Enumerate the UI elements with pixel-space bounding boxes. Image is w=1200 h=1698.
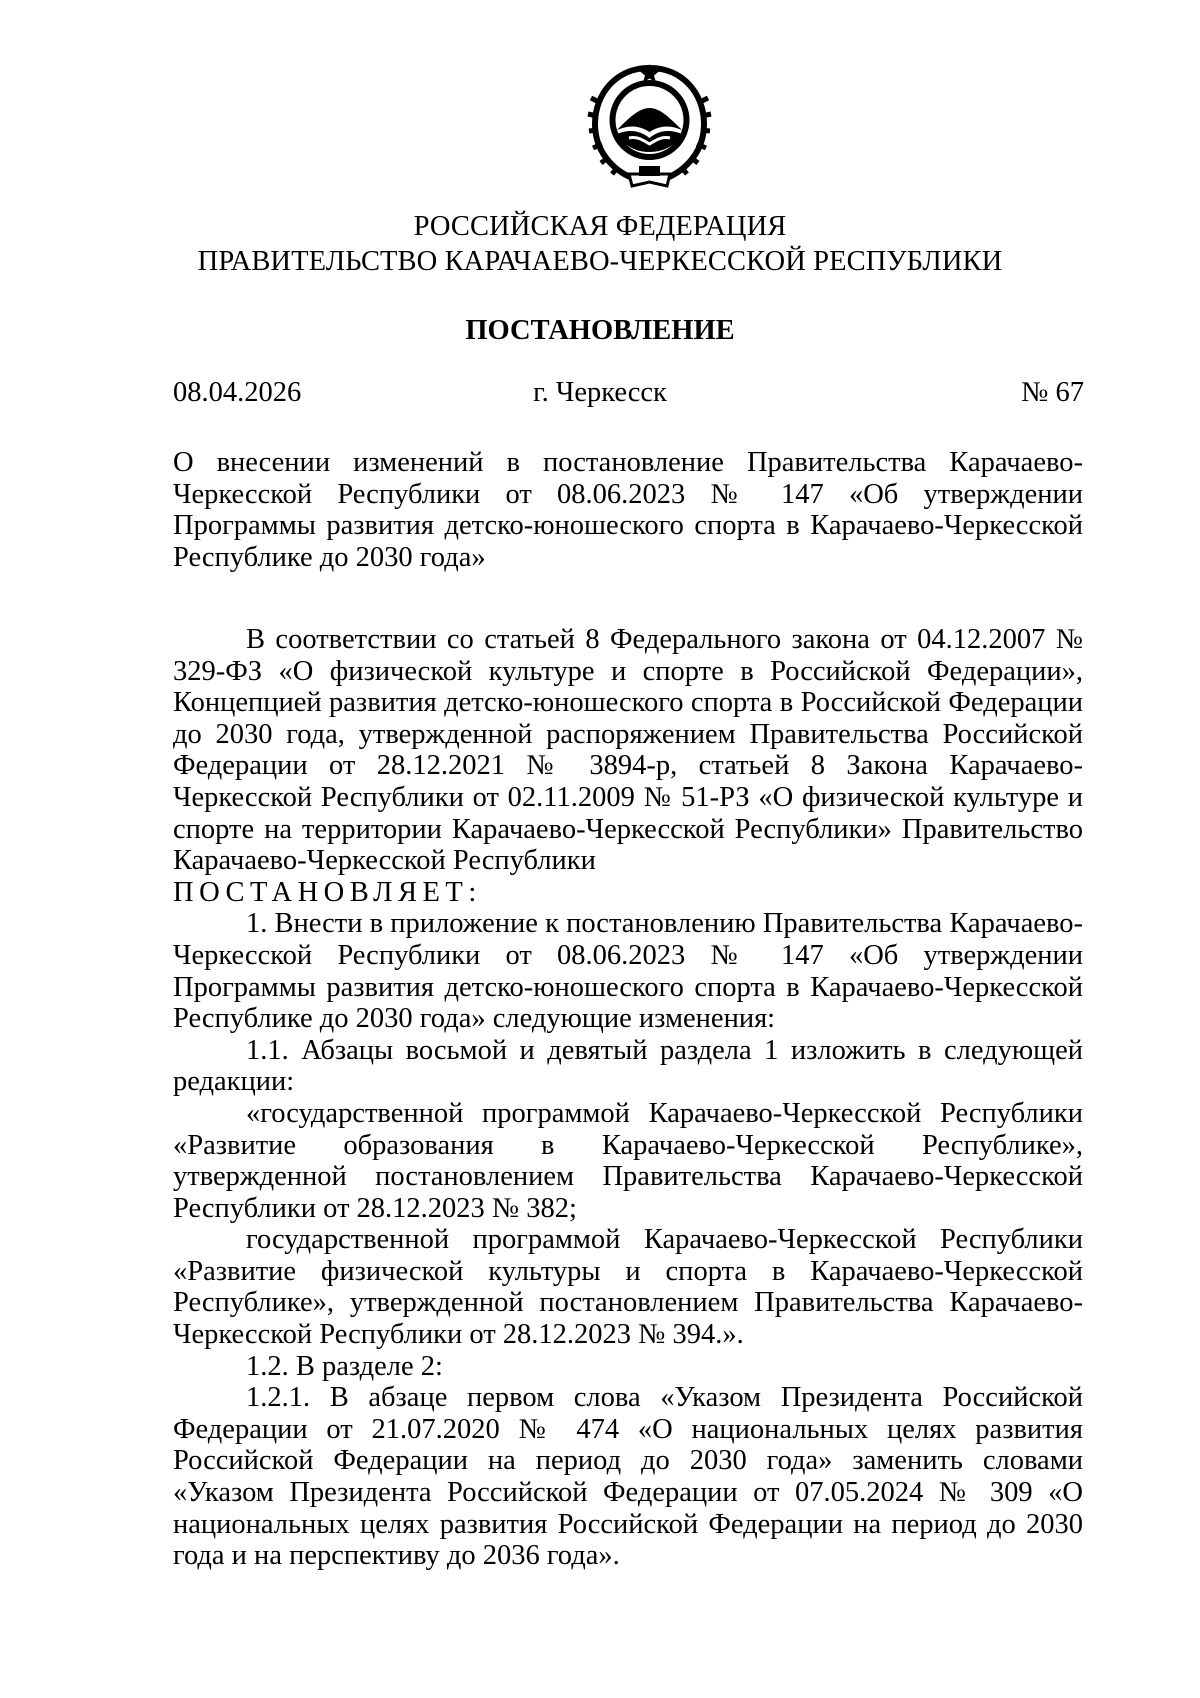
- document-date: 08.04.2026: [173, 377, 302, 408]
- document-subject: [173, 447, 1083, 573]
- header-country: РОССИЙСКАЯ ФЕДЕРАЦИЯ: [413, 211, 787, 242]
- quote-paragraph-1: «государственной программой Карачаево-Черкесской Республики «Развитие образования в Карачаево-Черкесской Республике», утвержденной постановлением Правительства Карачаево-Черкесской Республики от 28.12.2023 № 382;: [173, 1097, 1083, 1224]
- quote-paragraph-2: государственной программой Карачаево-Черкесской Республики «Развитие физической культуры и спорта в Карачаево-Черкесской Республике», утвержденной постановлением Правительства Карачаево-Черкесской Республики от 28.12.2023 № 394.».: [173, 1224, 1083, 1351]
- decree-word: ПОСТАНОВЛЯЕТ:: [173, 876, 482, 908]
- preamble-paragraph: В соответствии со статьей 8 Федерального закона от 04.12.2007 № 329-ФЗ «О физической культуре и спорте в Российской Федерации», Концепцией развития детско-юношеского спорта в Российской Федерации до 2030 года, утвержденной распоряжением Правительства Российской Федерации от 28.12.2021 № 3894-р, статьей 8 Закона Карачаево-Черкесской Республики от 02.11.2009 № 51-РЗ «О физической культуре и спорте на территории Карачаево-Черкесской Республики» Правительство Карачаево-Черкесской Республики: [173, 624, 1083, 877]
- paragraph-1-2-1: 1.2.1. В абзаце первом слова «Указом Президента Российской Федерации от 21.07.2020 № 474 «О национальных целях развития Российской Федерации на период до 2030 года» заменить словами «Указом Президента Российской Федерации от 07.05.2024 № 309 «О национальных целях развития Российской Федерации на период до 2030 года и на перспективу до 2036 года».: [173, 1382, 1083, 1572]
- document-body: [173, 624, 1083, 1572]
- paragraph-1-1: 1.1. Абзацы восьмой и девятый раздела 1 изложить в следующей редакции:: [173, 1034, 1083, 1098]
- header-government: ПРАВИТЕЛЬСТВО КАРАЧАЕВО-ЧЕРКЕССКОЙ РЕСПУБЛИКИ: [197, 246, 1003, 277]
- paragraph-1: 1. Внести в приложение к постановлению Правительства Карачаево-Черкесской Республики от 08.06.2023 № 147 «Об утверждении Программы развития детско-юношеского спорта в Карачаево-Черкесской Республике до 2030 года» следующие изменения:: [173, 908, 1083, 1035]
- document-place: г. Черкесск: [533, 377, 667, 408]
- document-number: № 67: [1021, 377, 1084, 408]
- document-type-title: ПОСТАНОВЛЕНИЕ: [465, 315, 735, 346]
- subject-text: О внесении изменений в постановление Правительства Карачаево-Черкесской Республики от 08.06.2023 № 147 «Об утверждении Программы развития детско-юношеского спорта в Карачаево-Черкесской Республике до 2030 года»: [173, 447, 1083, 573]
- paragraph-1-2: 1.2. В разделе 2:: [246, 1350, 443, 1382]
- coat-of-arms-emblem: [577, 58, 722, 198]
